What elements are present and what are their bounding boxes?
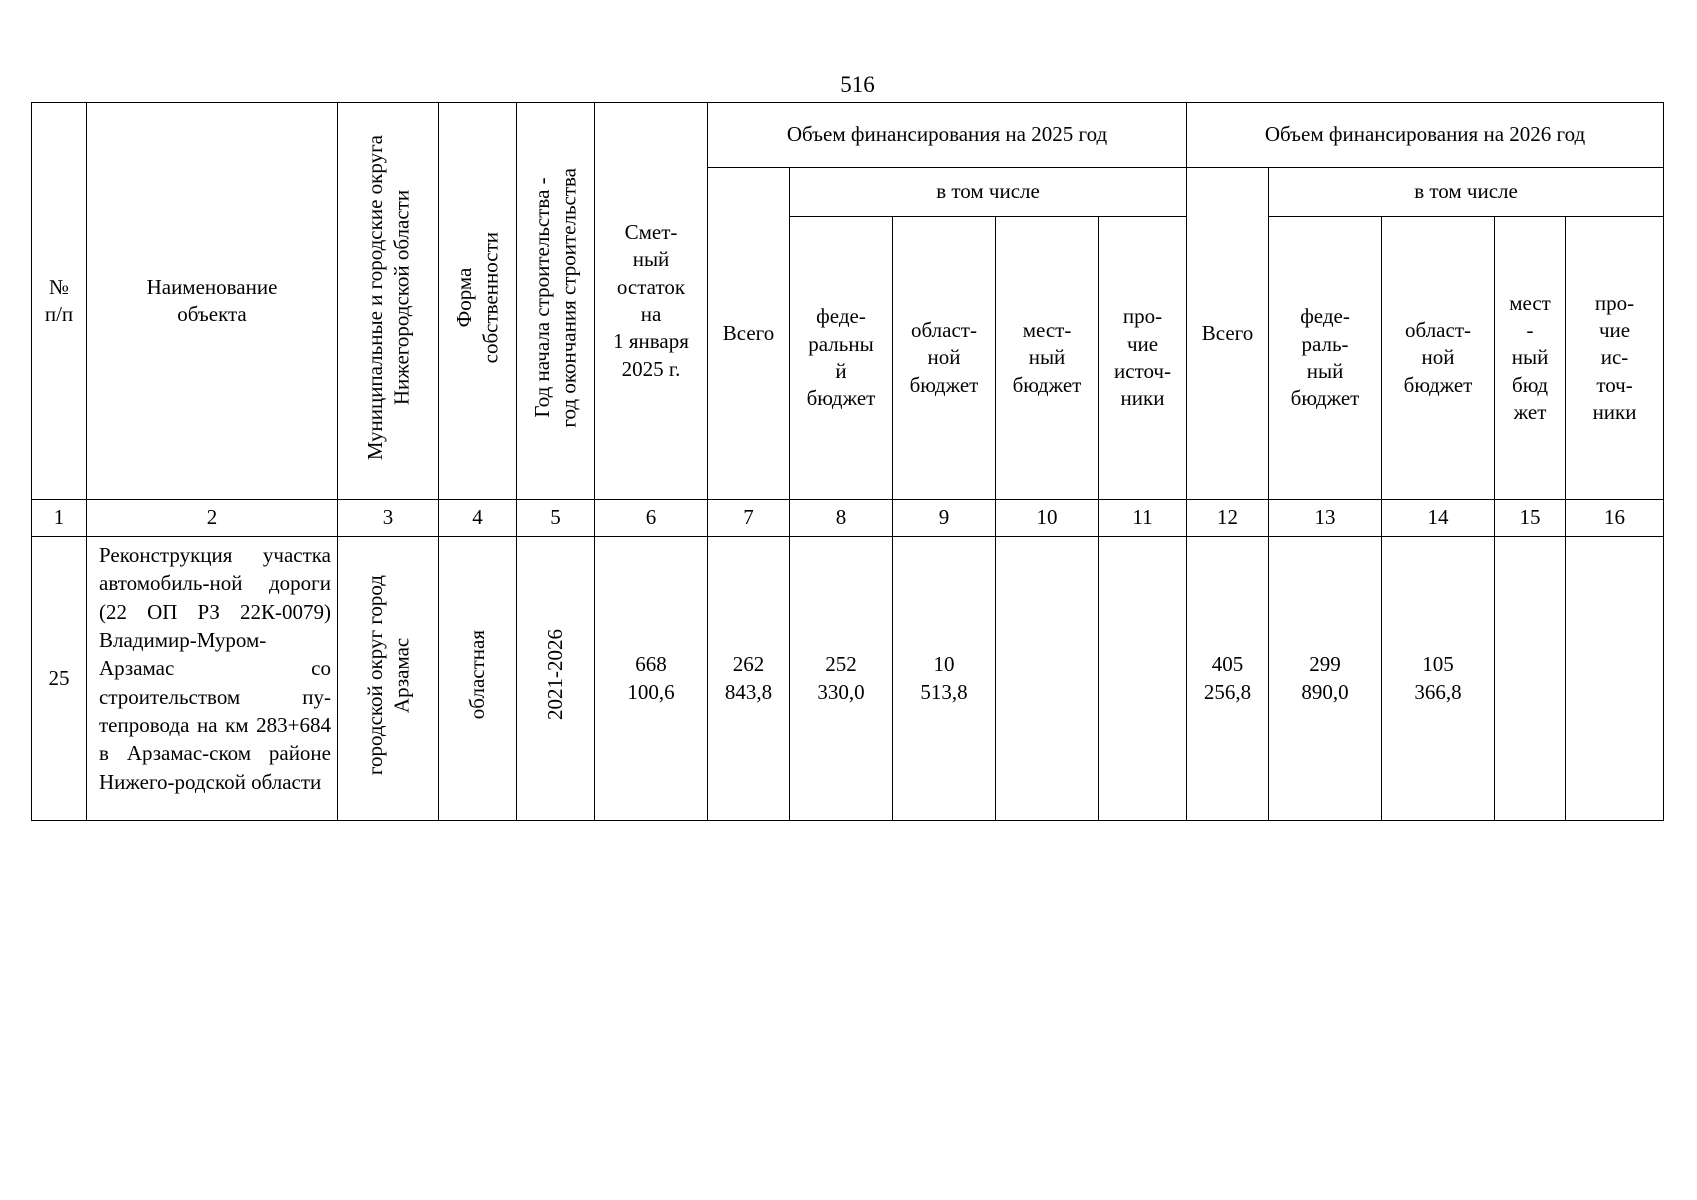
header-name: Наименование объекта (87, 103, 338, 500)
header-including-2025: в том числе (790, 168, 1187, 217)
header-municipal: Муниципальные и городские округа Нижегородской области (362, 134, 413, 460)
row-total-2025: 262 843,8 (708, 537, 790, 821)
header-federal-2025: феде- ральны й бюджет (790, 217, 893, 500)
column-number: 6 (595, 500, 708, 537)
page-number: 516 (840, 72, 875, 97)
column-number: 5 (517, 500, 595, 537)
header-total-2025: Всего (708, 168, 790, 500)
row-other-2026 (1566, 537, 1664, 821)
row-years: 2021-2026 (543, 629, 568, 721)
column-number: 10 (996, 500, 1099, 537)
column-number: 13 (1269, 500, 1382, 537)
row-num: 25 (32, 537, 87, 821)
column-number: 2 (87, 500, 338, 537)
header-num: № п/п (32, 103, 87, 500)
row-other-2025 (1099, 537, 1187, 821)
header-municipal-cell (338, 103, 439, 500)
column-numbers-row (32, 500, 1664, 537)
row-regional-2026: 105 366,8 (1382, 537, 1495, 821)
column-number: 14 (1382, 500, 1495, 537)
header-including-2026: в том числе (1269, 168, 1664, 217)
header-balance: Смет- ный остаток на 1 января 2025 г. (595, 103, 708, 500)
row-local-2025 (996, 537, 1099, 821)
row-ownership: областная (465, 630, 490, 720)
column-number: 16 (1566, 500, 1664, 537)
header-row-top (32, 103, 1664, 168)
column-number: 11 (1099, 500, 1187, 537)
header-total-2026: Всего (1187, 168, 1269, 500)
row-regional-2025: 10 513,8 (893, 537, 996, 821)
header-ownership: Форма собственности (452, 231, 503, 364)
header-ownership-cell (439, 103, 517, 500)
header-years-cell (517, 103, 595, 500)
column-number: 8 (790, 500, 893, 537)
row-object-name: Реконструкция участка автомобиль-ной дороги (22 ОП РЗ 22К-0079) Владимир-Муром-Арзамас со строительством пу-тепровода на км 283+684 в Арзамас-ском районе Нижего-родской области (87, 537, 338, 821)
header-other-2025: про- чие источ- ники (1099, 217, 1187, 500)
column-number: 9 (893, 500, 996, 537)
header-local-2025: мест- ный бюджет (996, 217, 1099, 500)
column-number: 1 (32, 500, 87, 537)
header-regional-2026: област- ной бюджет (1382, 217, 1495, 500)
header-regional-2025: област- ной бюджет (893, 217, 996, 500)
row-local-2026 (1495, 537, 1566, 821)
table-row (32, 537, 1664, 821)
header-federal-2026: феде- раль- ный бюджет (1269, 217, 1382, 500)
column-number: 15 (1495, 500, 1566, 537)
column-number: 12 (1187, 500, 1269, 537)
header-years: Год начала строительства - год окончания строительства (530, 167, 581, 428)
column-number: 3 (338, 500, 439, 537)
row-municipal: городской округ город Арзамас (362, 574, 413, 775)
row-federal-2025: 252 330,0 (790, 537, 893, 821)
row-total-2026: 405 256,8 (1187, 537, 1269, 821)
header-funding-2025: Объем финансирования на 2025 год (708, 103, 1187, 168)
row-ownership-cell (439, 537, 517, 821)
header-funding-2026: Объем финансирования на 2026 год (1187, 103, 1664, 168)
row-balance: 668 100,6 (595, 537, 708, 821)
header-local-2026: мест - ный бюд жет (1495, 217, 1566, 500)
column-number: 4 (439, 500, 517, 537)
financing-table (31, 102, 1664, 821)
row-municipal-cell (338, 537, 439, 821)
row-years-cell (517, 537, 595, 821)
column-number: 7 (708, 500, 790, 537)
header-other-2026: про- чие ис- точ- ники (1566, 217, 1664, 500)
row-federal-2026: 299 890,0 (1269, 537, 1382, 821)
